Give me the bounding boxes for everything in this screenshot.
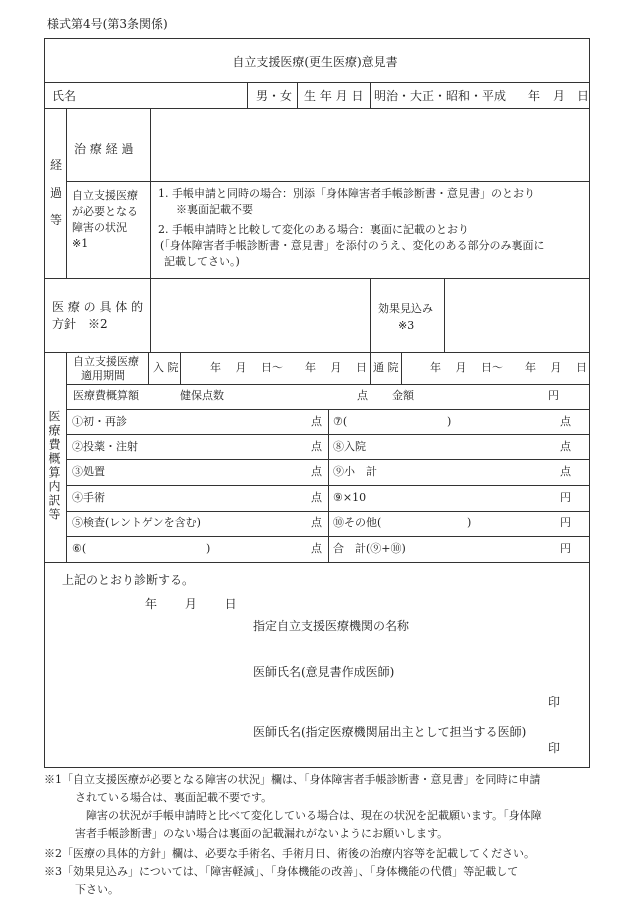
cost-item: 合 計(⑨+⑩)	[333, 542, 406, 555]
divider	[401, 352, 402, 384]
divider	[44, 562, 590, 563]
history-side-label-2: 過	[50, 186, 63, 200]
history-side-label-3: 等	[50, 213, 63, 227]
divider	[66, 459, 590, 460]
cost-side-label: 医療費概算内訳等	[47, 410, 61, 522]
cost-item-unit: 点	[560, 440, 571, 453]
divider	[66, 485, 590, 486]
dob-year: 年	[528, 89, 541, 103]
cost-item: ③処置	[72, 465, 105, 478]
dob-day: 日	[577, 89, 590, 103]
cost-item-unit: 点	[311, 415, 322, 428]
cost-item: ⑦(	[333, 415, 348, 428]
divider	[370, 82, 371, 108]
diagnosis-text: 上記のとおり診断する。	[62, 573, 195, 587]
divider	[66, 434, 590, 435]
cost-item-unit: 点	[311, 542, 322, 555]
outpatient-label: 通 院	[373, 361, 399, 374]
disability-item-1: 1. 手帳申請と同時の場合：別添「身体障害者手帳診断書・意見書」のとおり	[158, 187, 535, 200]
amount-label: 金額	[392, 389, 414, 402]
outpatient-period: 年 月 日～ 年 月 日	[430, 361, 587, 374]
divider	[150, 108, 151, 278]
cost-item-unit: 点	[311, 516, 322, 529]
divider	[44, 352, 590, 353]
divider	[66, 384, 590, 385]
disability-label-1: 自立支援医療	[72, 189, 138, 202]
divider	[444, 278, 445, 352]
note-1-extra-cont: 害者手帳診断書」のない場合は裏面の記載漏れがないようにお願いします。	[75, 827, 449, 840]
estimate-label: 医療費概算額	[73, 389, 139, 402]
note-1-cont: されている場合は、裏面記載不要です。	[75, 791, 273, 804]
effect-label-1: 効果見込み	[378, 302, 433, 315]
inpatient-label: 入 院	[153, 361, 179, 374]
cost-item-close: )	[447, 415, 452, 428]
disability-label-4: ※1	[72, 237, 89, 250]
cost-item: ④手術	[72, 491, 105, 504]
divider	[370, 352, 371, 384]
cost-item-unit: 点	[311, 440, 322, 453]
note-3: ※3「効果見込み」については、「障害軽減」、「身体機能の改善」、「身体機能の代償」等記載して	[44, 865, 519, 878]
cost-item: ⑨小 計	[333, 465, 377, 478]
note-3-cont: 下さい。	[75, 883, 119, 896]
disability-item-2-note: (「身体障害者手帳診断書・意見書」を添付のうえ、変化のある部分のみ裏面に	[160, 239, 545, 252]
institution-label: 指定自立支援医療機関の名称	[253, 619, 410, 633]
disability-item-1-note: ※裏面記載不要	[176, 203, 253, 216]
divider	[370, 278, 371, 352]
cost-item: ①初・再診	[72, 415, 127, 428]
points-unit: 点	[357, 389, 368, 402]
cost-item-unit: 円	[560, 516, 571, 529]
policy-label-2: 方針 ※2	[52, 317, 108, 331]
divider	[297, 82, 298, 108]
cost-item: ⑧入院	[333, 440, 366, 453]
cost-item-close: )	[467, 516, 472, 529]
history-side-label-1: 経	[50, 158, 63, 172]
doctor2-label: 医師氏名(指定医療機関届出主として担当する医師)	[253, 725, 527, 739]
disability-label-2: が必要となる	[72, 205, 138, 218]
form-number: 様式第4号(第3条関係)	[47, 17, 168, 31]
effect-label-2: ※3	[398, 319, 415, 332]
disability-label-3: 障害の状況	[72, 221, 127, 234]
divider	[66, 536, 590, 537]
inpatient-period: 年 月 日～ 年 月 日	[210, 361, 367, 374]
form-title: 自立支援医療(更生医療)意見書	[232, 55, 398, 69]
cost-item-unit: 点	[311, 465, 322, 478]
divider	[150, 278, 151, 352]
divider	[180, 352, 181, 384]
period-label-2: 適用期間	[81, 369, 125, 382]
disability-item-2: 2. 手帳申請時と比較して変化のある場合：裏面に記載のとおり	[158, 223, 469, 236]
points-label: 健保点数	[180, 389, 224, 402]
divider	[66, 108, 67, 278]
diagnosis-date: 年 月 日	[145, 597, 237, 611]
divider	[148, 352, 149, 384]
dob-month: 月	[553, 89, 566, 103]
amount-unit: 円	[548, 389, 559, 402]
divider	[247, 82, 248, 108]
era-options: 明治・大正・昭和・平成	[374, 89, 507, 103]
note-1: ※1「自立支援医療が必要となる障害の状況」欄は、「身体障害者手帳診断書・意見書」を同時に申請	[44, 773, 541, 786]
note-2: ※2「医療の具体的方針」欄は、必要な手術名、手術月日、術後の治療内容等を記載してください。	[44, 847, 535, 860]
treatment-label: 治 療 経 過	[74, 142, 134, 156]
cost-item-unit: 点	[311, 491, 322, 504]
disability-item-2-note-cont: 記載してさい。)	[164, 255, 240, 268]
divider	[44, 278, 590, 279]
divider	[66, 181, 590, 182]
cost-item-unit: 円	[560, 491, 571, 504]
divider	[44, 82, 590, 83]
name-label: 氏名	[52, 89, 77, 103]
cost-item: ⑨×10	[333, 491, 367, 504]
divider	[44, 108, 590, 109]
note-1-extra: 障害の状況が手帳申請時と比べて変化している場合は、現在の状況を記載願います。「身体障	[86, 809, 542, 822]
doctor1-label: 医師氏名(意見書作成医師)	[253, 665, 395, 679]
sex-options: 男・女	[256, 89, 293, 103]
seal2: 印	[548, 741, 561, 755]
cost-item: ②投薬・注射	[72, 440, 138, 453]
period-label-1: 自立支援医療	[73, 355, 139, 368]
cost-item-unit: 点	[560, 415, 571, 428]
cost-item: ⑤検査(レントゲンを含む)	[72, 516, 201, 529]
dob-label: 生 年 月 日	[304, 89, 364, 103]
cost-item-unit: 円	[560, 542, 571, 555]
policy-label-1: 医 療 の 具 体 的	[52, 300, 144, 314]
cost-item-close: )	[206, 542, 211, 555]
cost-item: ⑩その他(	[333, 516, 382, 529]
cost-item-unit: 点	[560, 465, 571, 478]
divider	[66, 511, 590, 512]
seal1: 印	[548, 695, 561, 709]
cost-item: ⑥(	[72, 542, 87, 555]
